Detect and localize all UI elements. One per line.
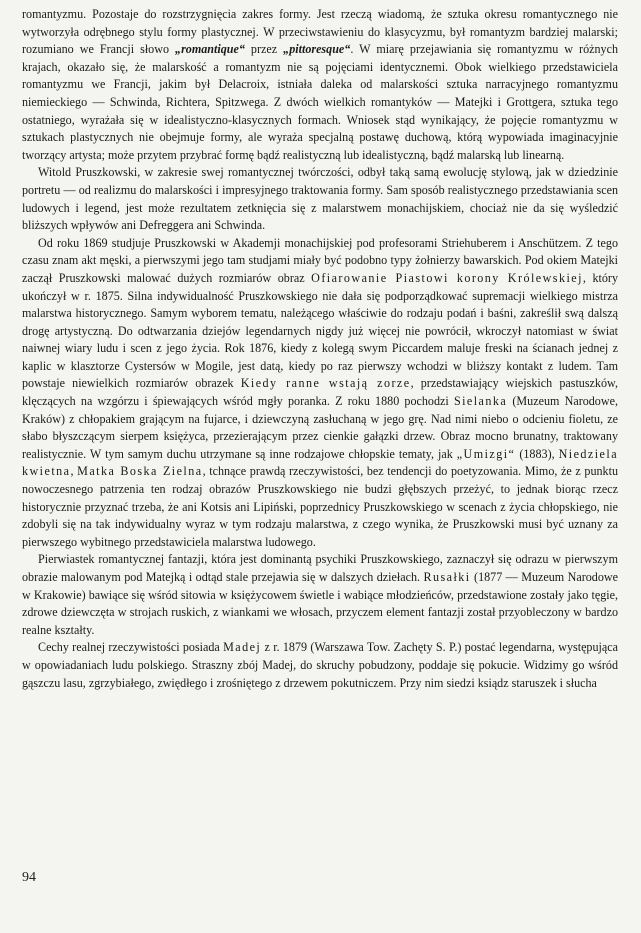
text-run: przez: [244, 42, 284, 57]
text-run: romantyzmu. Pozostaje do rozstrzygnięcia zakres formy. Jest rzeczą wiadomą, że sztuka okresu romantycznego nie wytworzyła odrębnego stylu formy plastycznej. W przeciwstawieniu do klasycyzmu, był romantyzm bardziej malarski; rozumiano we Francji słowo: [22, 7, 618, 57]
text-run: ,: [70, 464, 78, 479]
quoted-term: „romantique“: [175, 42, 245, 57]
paragraph: [22, 639, 618, 692]
title-reference: Sielanka: [453, 394, 508, 409]
text-run: , przedstawiający wiejskich pastuszków, klęczących na wzgórzu i śpiewających wśród mgły poranka. Z roku 1880 pochodzi: [22, 376, 618, 409]
paragraph: [22, 6, 618, 164]
title-reference: Rusałki: [423, 570, 471, 584]
paragraph: [22, 164, 618, 234]
paragraph: [22, 551, 618, 639]
paragraph: [22, 235, 618, 552]
title-reference: Matka Boska Zielna: [77, 464, 203, 479]
text-run: Pierwiastek romantycznej fantazji, która jest dominantą psychiki Pruszkowskiego, zaznaczył się odrazu w pierwszym obrazie malowanym pod Matejką i odtąd stale przejawia się w dalszych dziełach.: [22, 552, 618, 584]
quoted-term: „pittoresque“: [283, 42, 351, 57]
page-number: 94: [22, 870, 36, 885]
title-reference: Madej: [223, 640, 262, 655]
text-run: (1877 — Muzeum Narodowe w Krakowie) bawiące się wśród sitowia w księżycowem świetle i wabiące młodzieńców, przedstawione zostały jako tęgie, zdrowe dziewczęta w strojach ruskich, z wiankami we włosach, przyczem element fantazji został przyobleczony w bardzo realne kształty.: [22, 570, 619, 637]
text-run: (1883),: [515, 446, 559, 461]
title-reference: „Umizgi“: [456, 446, 516, 461]
text-run: z r. 1879 (Warszawa Tow. Zachęty S. P.) postać legendarna, występująca w opowiadaniach ludu polskiego. Straszny zbój Madej, do skruchy pobudzony, poddaje się pokucie. Widzimy go wśród gąszczu lasu, zgrzybiałego, zwiędłego i zrośniętego z drzewem pokutniczem. Przy nim siedzi ksiądz staruszek i słucha: [22, 640, 618, 690]
title-reference: Ofiarowanie Piastowi korony Królewskiej: [311, 270, 583, 285]
title-reference: Kiedy ranne wstają zorze: [240, 376, 411, 391]
text-run: Witold Pruszkowski, w zakresie swej romantycznej twórczości, odbył taką samą ewolucję stylową, jak w dziedzinie portretu — od realizmu do malarskości i impresyjnego traktowania formy. Sam sposób realistycznego przedstawiania scen ludowych i legend, jest może rezultatem zetknięcia się z malarstwem monachijskiem, chociaż nie da się wyśledzić bliższych wpływów ani Defreggera ani Schwinda.: [22, 165, 618, 233]
body-text: [22, 6, 618, 692]
title-reference: Niedziela kwietna: [22, 446, 619, 479]
text-run: . W miarę przejawiania się romantyzmu w różnych krajach, okazało się, że malarskość a romantyzm nie są pojęciami identycznemi. Obok wielkiego przedstawiciela romantyzmu we Francji, jakim był Delacroix, istniała daleka od malarskości sztuka narracyjnego romantyzmu niemieckiego — Schwinda, Richtera, Spitzwega. Z dwóch wielkich romantyków — Matejki i Grottgera, sztuka tego ostatniego, wyrażała się w idealistyczno-klasycznych formach. Wniosek stąd wynikający, że pojęcie romantyzmu w sztukach plastycznych nie obejmuje formy, ale wyraża specjalną postawę duchową, którą wypowiada imaginacyjnie tworzący artysta; może przytem przybrać formę bądź realistyczną lub idealistyczną, bądź malarską lub linearną.: [22, 42, 618, 162]
text-run: Od roku 1869 studjuje Pruszkowski w Akademji monachijskiej pod profesorami Striehuberem i Anschützem. Z tego czasu znam akt męski, a pierwszymi jego tam studjami miały być podobno typy żołnierzy bawarskich. Pod okiem Matejki zaczął Pruszkowski malować dużych rozmiarów obraz: [22, 235, 618, 285]
text-run: Cechy realnej rzeczywistości posiada: [38, 640, 224, 655]
text-run: , tchnące prawdą rzeczywistości, bez tendencji do poetyzowania. Mimo, że z punktu nowoczesnego patrzenia ten rodzaj obrazów Pruszkowskiego nie budzi głębszych przeżyć, to jednak biorąc rzecz historycznie przyznać trzeba, że ani Kotsis ani Lipiński, poprzednicy Pruszkowskiego w scenach z życia chłopskiego, nie zdobyli się na tak indywidualny wyraz w tym rodzaju malarstwa, z czego wynika, że Pruszkowski musi być uznany za pierwszego wybitnego przedstawiciela malarstwa ludowego.: [22, 464, 619, 549]
text-run: (Muzeum Narodowe, Kraków) z chłopakiem grającym na fujarce, i dziewczyną zasłuchaną w jego grę. Nad nimi niebo o odcieniu fioletu, ze słabo błyszczącym sierpem księżyca, przezierającym przez cienkie gałązki drzew. Obraz mocno brunatny, traktowany realistycznie. W tym samym duchu utrzymane są inne rodzajowe chłopskie tematy, jak: [22, 394, 618, 461]
text-run: , który ukończył w r. 1875. Silna indywidualność Pruszkowskiego nie dała się podporządkować supremacji wielkiego mistrza malarstwa historycznego. Samym wyborem tematu, należącego właściwie do rodzaju podań i baśni, zakreślił swą dalszą drogę artystyczną. Do odtwarzania dziejów legendarnych nigdy już więcej nie powrócił, wkroczył natomiast w świat naiwnej wiary ludu i scen z jego życia. Rok 1876, kiedy z kolegą swym Piccardem maluje freski na ścianach jednej z kaplic w klasztorze Cystersów w Mogile, jest datą, kiedy po raz pierwszy wchodzi w bliższy kontakt z ludem. Tam powstaje niewielkich rozmiarów obrazek: [22, 270, 619, 391]
